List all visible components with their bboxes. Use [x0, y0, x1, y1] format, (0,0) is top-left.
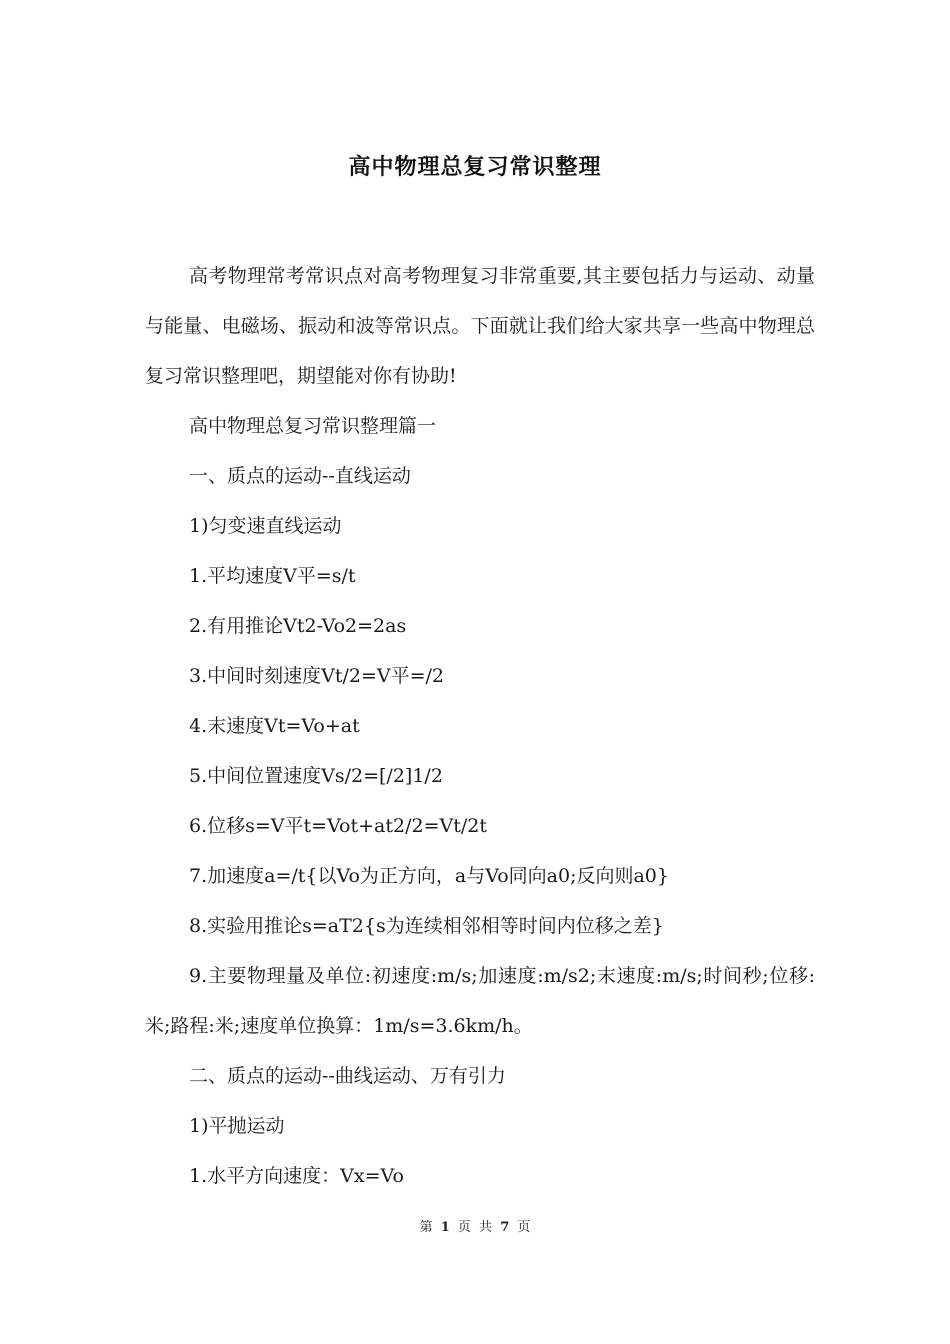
- formula-item: 6.位移s=V平t=Vot+at2/2=Vt/2t: [189, 815, 487, 837]
- footer-middle: 页 共: [457, 1220, 493, 1235]
- formula-item: 7.加速度a=/t{以Vo为正方向，a与Vo同向a0;反向则a0}: [189, 865, 669, 887]
- document-body: [145, 251, 815, 1201]
- footer-prefix: 第: [419, 1220, 433, 1235]
- subsection-heading: 1)匀变速直线运动: [189, 515, 342, 537]
- total-page-number: 7: [500, 1220, 510, 1235]
- formula-item: 3.中间时刻速度Vt/2=V平=/2: [189, 665, 445, 687]
- formula-item: 9.主要物理量及单位:初速度:m/s;加速度:m/s2;末速度:m/s;时间秒;位移:米;路程:米;速度单位换算：1m/s=3.6km/h。: [145, 965, 815, 1037]
- formula-item: 5.中间位置速度Vs/2=[/2]1/2: [189, 765, 443, 787]
- footer-suffix: 页: [517, 1220, 531, 1235]
- formula-item: 2.有用推论Vt2-Vo2=2as: [189, 615, 407, 637]
- page-footer: [0, 1216, 950, 1235]
- formula-item: 4.末速度Vt=Vo+at: [189, 715, 360, 737]
- paragraph-intro: 高考物理常考常识点对高考物理复习非常重要,其主要包括力与运动、动量与能量、电磁场、振动和波等常识点。下面就让我们给大家共享一些高中物理总复习常识整理吧，期望能对你有协助!: [145, 265, 815, 387]
- section-heading: 高中物理总复习常识整理篇一: [189, 415, 437, 437]
- current-page-number: 1: [440, 1220, 450, 1235]
- formula-item: 8.实验用推论s=aT2{s为连续相邻相等时间内位移之差}: [189, 915, 664, 937]
- subsection-heading: 1)平抛运动: [189, 1115, 285, 1137]
- chapter-heading: 二、质点的运动--曲线运动、万有引力: [189, 1065, 506, 1087]
- chapter-heading: 一、质点的运动--直线运动: [189, 465, 411, 487]
- formula-item: 1.水平方向速度：Vx=Vo: [189, 1165, 404, 1187]
- formula-item: 1.平均速度V平=s/t: [189, 565, 356, 587]
- page-title: 高中物理总复习常识整理: [348, 154, 602, 180]
